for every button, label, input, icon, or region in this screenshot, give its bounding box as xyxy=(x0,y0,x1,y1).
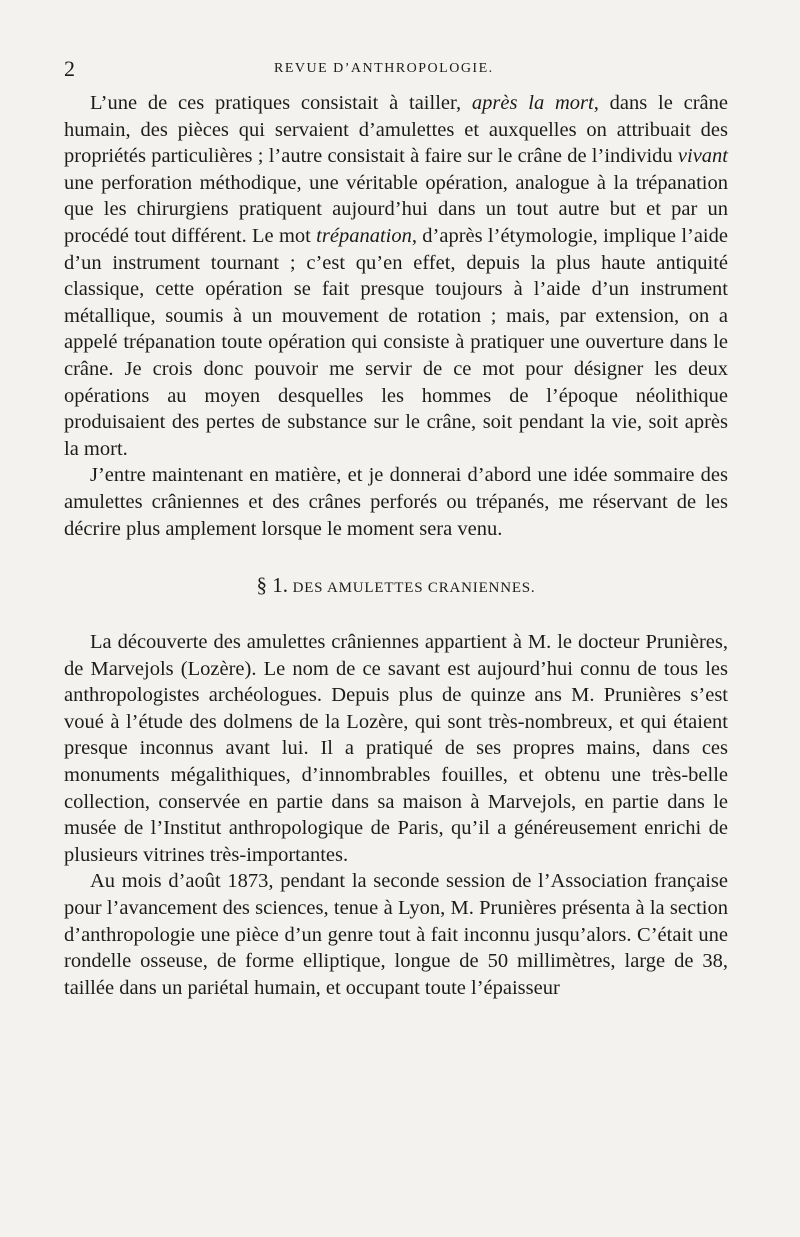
paragraph-2: J’entre maintenant en matière, et je donnerai d’abord une idée sommaire des amulettes crâniennes et des crânes perforés ou trépanés, me réservant de les décrire plus amplement lorsque le moment sera venu. xyxy=(64,464,728,540)
section-title: DES AMULETTES CRANIENNES. xyxy=(292,580,536,597)
page-number: 2 xyxy=(64,56,75,81)
paragraph-1-part-4: , d’après l’étymologie, implique l’aide d’un instrument tournant ; c’est qu’en effet, depuis la plus haute antiquité classique, cette opération se fait presque toujours à l’aide d’un instrument métallique, soumis à un mouvement de rotation ; mais, par extension, on a appelé trépanation toute opération qui consiste à pratiquer une ouverture dans le crâne. Je crois donc pouvoir me servir de ce mot pour désigner les deux opérations au moyen desquelles les hommes de l’époque néolithique produisaient des pertes de substance sur le crâne, soit pendant la vie, soit après la mort. xyxy=(64,224,728,460)
paragraph-1-part-1: L’une de ces pratiques consistait à tailler, xyxy=(90,92,472,114)
paragraph-1-italic-2: vivant xyxy=(677,145,728,168)
paragraph-1-part-3: une perforation méthodique, une véritable opération, analogue à la trépanation que les chirurgiens pratiquent aujourd’hui dans un tout autre but et par un procédé tout différent. Le mot xyxy=(64,171,728,247)
paragraph-1-part-2: , dans le crâne humain, des pièces qui servaient d’amulettes et auxquelles on attribuait des propriétés particulières ; l’autre consistait à faire sur le crâne de l’individu xyxy=(64,92,728,168)
section-heading xyxy=(64,570,728,603)
running-title: REVUE D’ANTHROPOLOGIE. xyxy=(274,61,494,76)
paragraph-3: La découverte des amulettes crâniennes appartient à M. le docteur Prunières, de Marvejols (Lozère). Le nom de ce savant est aujourd’hui connu de tous les anthropologistes archéologues. Depuis plus de quinze ans M. Prunières s’est voué à l’étude des dolmens de la Lozère, qui sont très-nombreux, et qui étaient presque inconnus avant lui. Il a pratiqué de ses propres mains, dans ces monuments mégalithiques, d’innombrables fouilles, et obtenu une très-belle collection, conservée en partie dans sa maison à Marvejols, en partie dans le musée de l’Institut anthropologique de Paris, qu’il a généreusement enrichi de plusieurs vitrines très-importantes. xyxy=(64,631,728,866)
paragraph-1-italic-3: trépanation xyxy=(316,224,412,247)
body-text xyxy=(64,90,728,1001)
page-header xyxy=(64,56,728,84)
section-mark: § 1. xyxy=(256,573,288,598)
paragraph-4: Au mois d’août 1873, pendant la seconde session de l’Association française pour l’avancement des sciences, tenue à Lyon, M. Prunières présenta à la section d’anthropologie une pièce d’un genre tout à fait inconnu jusqu’alors. C’était une rondelle osseuse, de forme elliptique, longue de 50 millimètres, large de 38, taillée dans un pariétal humain, et occupant toute l’épaisseur xyxy=(64,870,728,999)
paragraph-1-italic-1: après la mort xyxy=(471,92,594,114)
paragraph-1 xyxy=(64,90,728,462)
